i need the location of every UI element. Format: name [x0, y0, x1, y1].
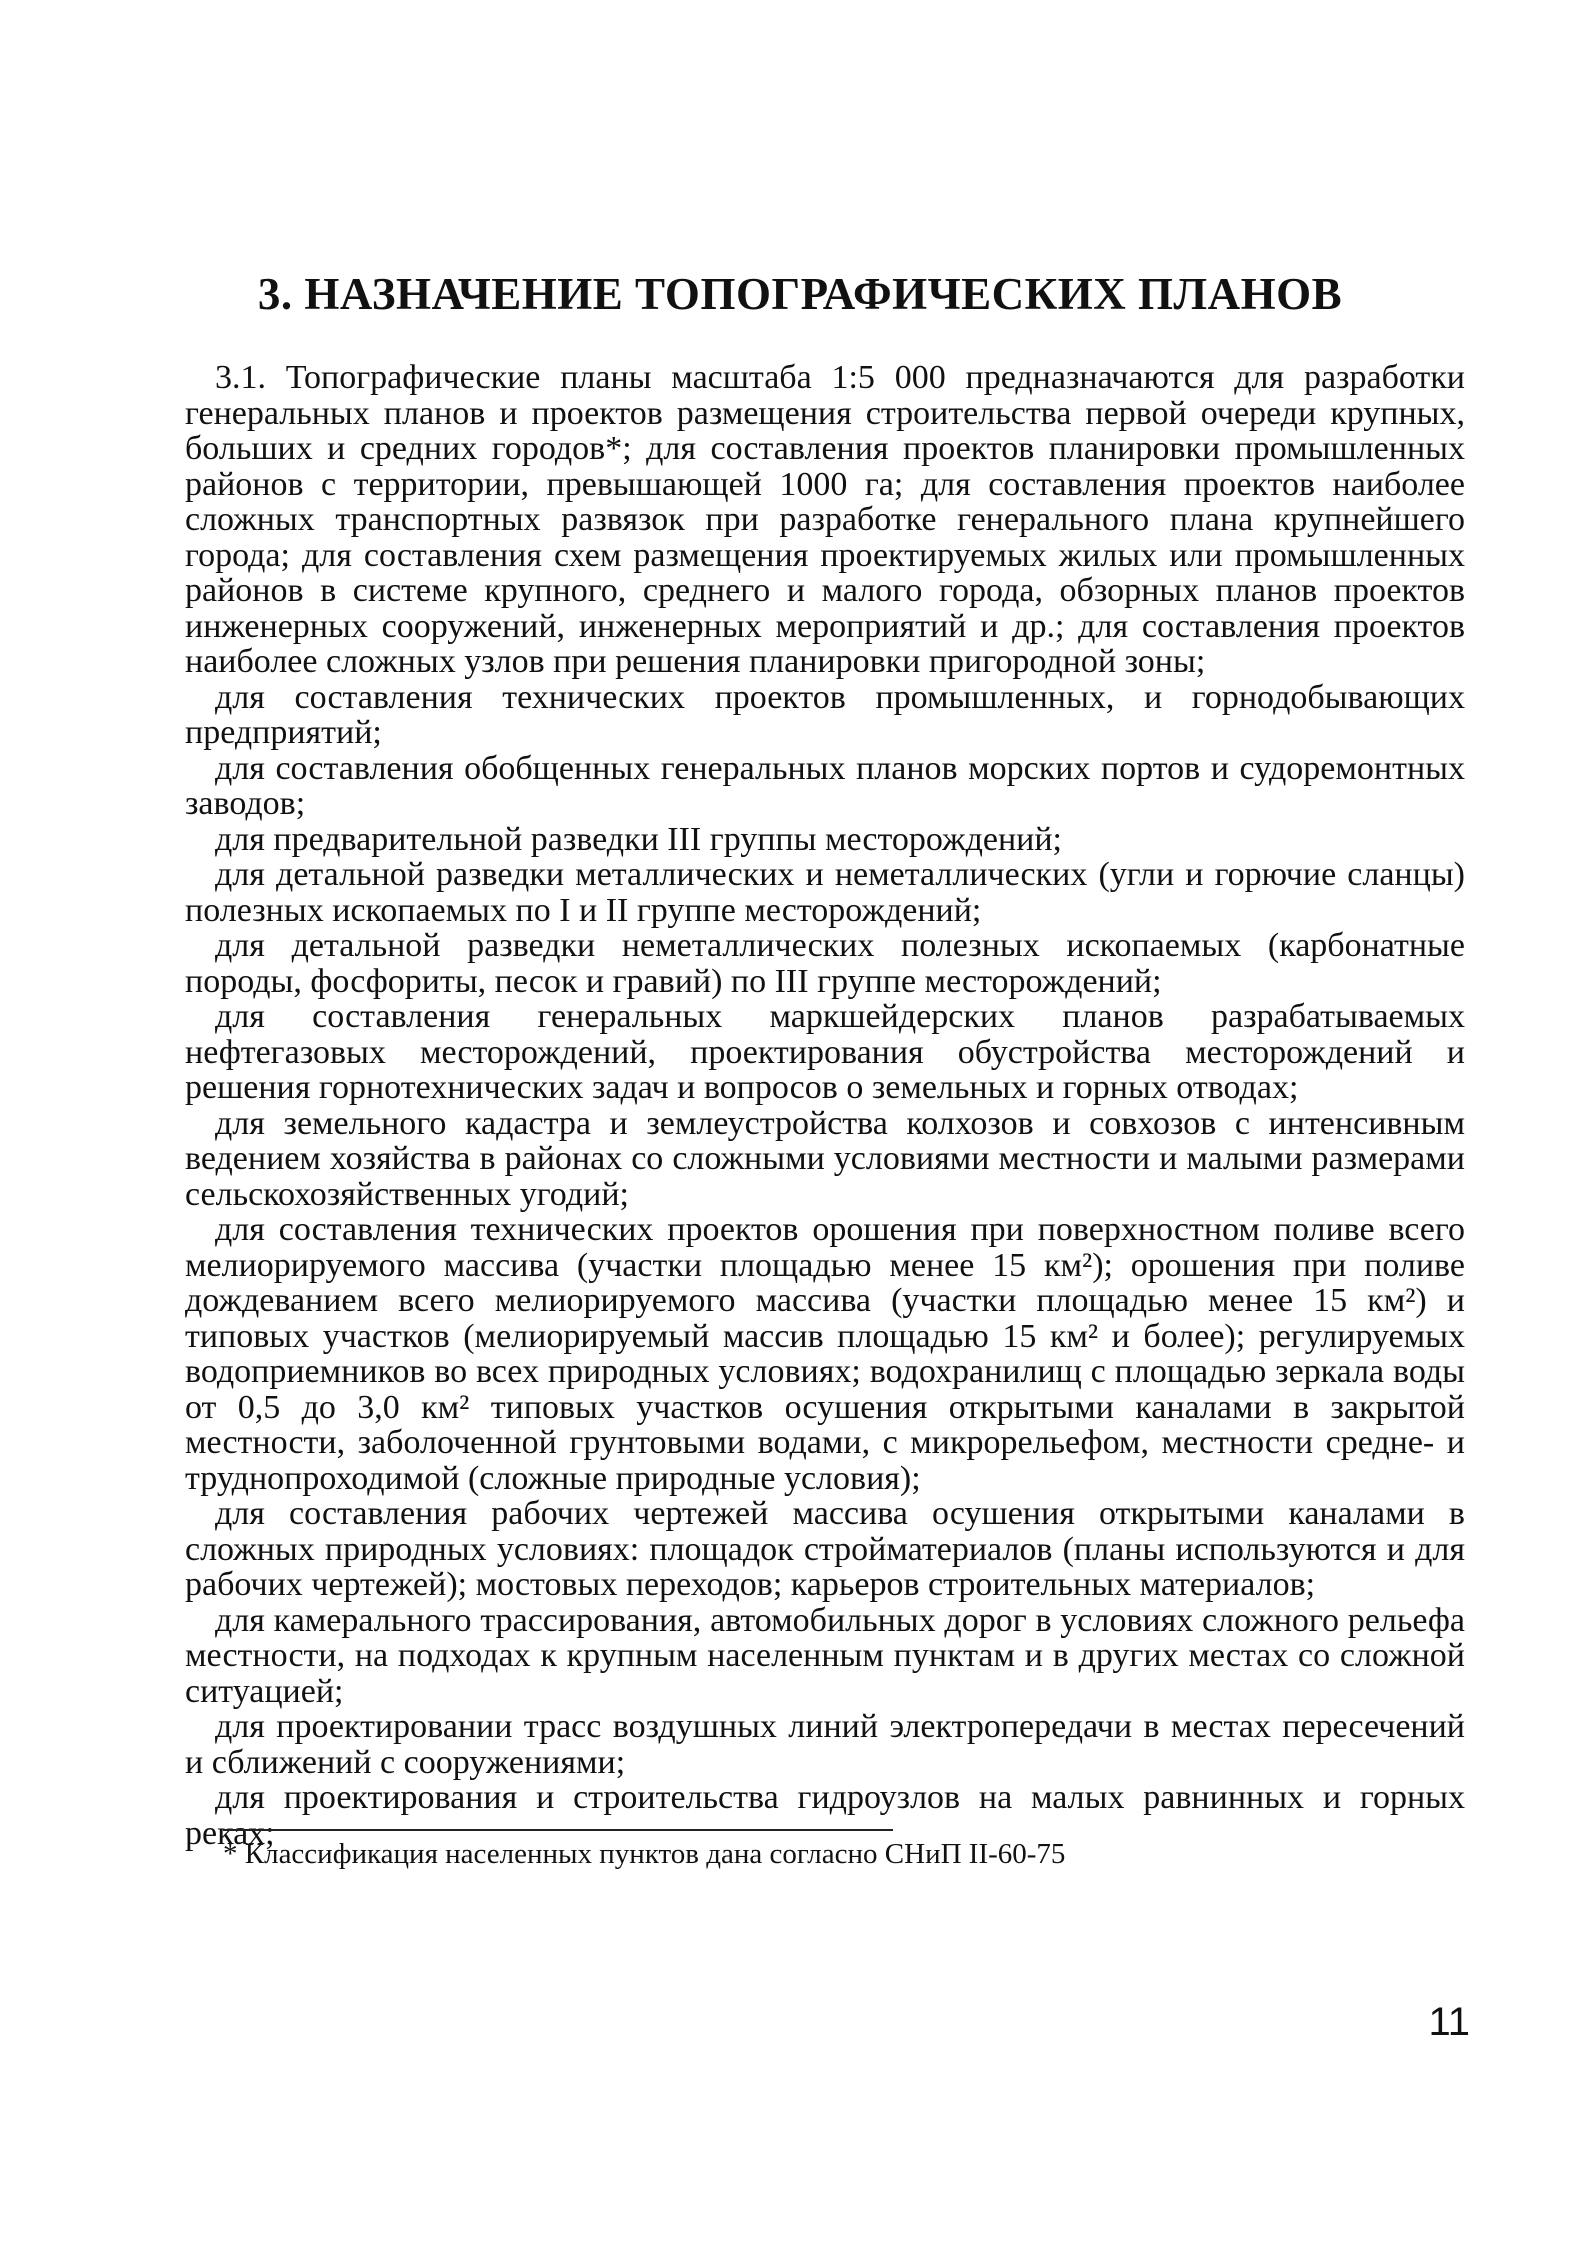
paragraph: для проектирования и строительства гидроузлов на малых равнинных и горных реках; — [185, 1779, 1465, 1852]
paragraph: 3.1. Топографические планы масштаба 1:5 000 предназначаются для разработки генеральных планов и проектов размещения строительства первой очереди крупных, больших и средних городов*; для составления проектов планировки промышленных районов с территории, превышающей 1000 га; для составления проектов наиболее сложных транспортных развязок при разработке генерального плана крупнейшего города; для составления схем размещения проектируемых жилых или промышленных районов в системе крупного, среднего и малого города, обзорных планов проектов инженерных сооружений, инженерных мероприятий и др.; для составления проектов наиболее сложных узлов при решения планировки пригородной зоны; — [185, 359, 1465, 680]
footnote-divider — [223, 1829, 893, 1831]
paragraph: для детальной разведки неметаллических полезных ископаемых (карбонатные породы, фосфориты, песок и гравий) по III группе месторождений; — [185, 927, 1465, 1000]
paragraph: для камерального трассирования, автомобильных дорог в условиях сложного рельефа местности, на подходах к крупным населенным пунктам и в других местах со сложной ситуацией; — [185, 1601, 1465, 1710]
paragraph: для земельного кадастра и землеустройства колхозов и совхозов с интенсивным ведением хозяйства в районах со сложными условиями местности и малыми размерами сельскохозяйственных угодий; — [185, 1104, 1465, 1213]
paragraph: для детальной разведки металлических и неметаллических (угли и горючие сланцы) полезных ископаемых по I и II группе месторождений; — [185, 856, 1465, 929]
paragraph: для предварительной разведки III группы месторождений; — [215, 820, 1062, 858]
paragraph: для составления генеральных маркшейдерских планов разрабатываемых нефтегазовых месторождений, проектирования обустройства месторождений и решения горнотехнических задач и вопросов о земельных и горных отводах; — [185, 998, 1465, 1106]
section-title: 3. НАЗНАЧЕНИЕ ТОПОГРАФИЧЕСКИХ ПЛАНОВ — [257, 269, 1343, 319]
page-number: 11 — [1428, 2000, 1470, 2044]
paragraph: для проектировании трасс воздушных линий электропередачи в местах пересечений и сближений с сооружениями; — [185, 1708, 1465, 1781]
paragraph: для составления технических проектов орошения при поверхностном поливе всего мелиорируемого массива (участки площадью менее 15 км²); орошения при поливе дождеванием всего мелиорируемого массива (участки площадью менее 15 км²) и типовых участков (мелиорируемый массив площадью 15 км² и более); регулируемых водоприемников во всех природных условиях; водохранилищ с площадью зеркала воды от 0,5 до 3,0 км² типовых участков осушения открытыми каналами в закрытой местности, заболоченной грунтовыми водами, с микрорельефом, местности средне- и труднопроходимой (сложные природные условия); — [185, 1211, 1465, 1497]
paragraph: для составления рабочих чертежей массива осушения открытыми каналами в сложных природных условиях: площадок стройматериалов (планы используются и для рабочих чертежей); мостовых переходов; карьеров строительных материалов; — [185, 1495, 1465, 1603]
body-text — [185, 360, 1465, 1851]
paragraph: для составления технических проектов промышленных, и горнодобывающих предприятий; — [185, 678, 1465, 751]
footnote: * Классификация населенных пунктов дана согласно СНиП II-60-75 — [223, 1838, 1066, 1870]
paragraph: для составления обобщенных генеральных планов морских портов и судоремонтных заводов; — [185, 749, 1465, 822]
